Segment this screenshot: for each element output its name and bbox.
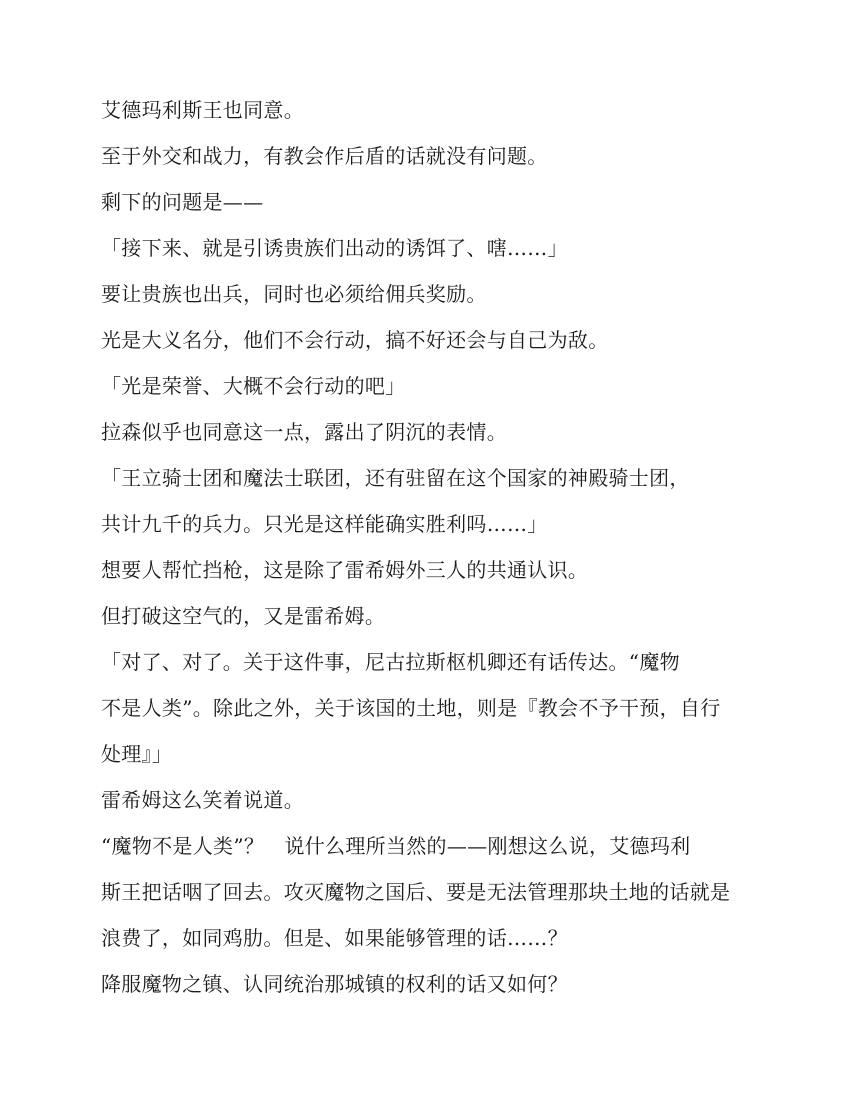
text-line: 雷希姆这么笑着说道。 <box>101 788 304 812</box>
text-line: 「对了、对了。关于这件事，尼古拉斯枢机卿还有话传达。“魔物 <box>101 650 680 674</box>
text-line: 处理』」 <box>101 742 173 766</box>
text-line: 共计九千的兵力。只光是这样能确实胜利吗……」 <box>101 512 548 536</box>
text-line: 剩下的问题是—— <box>101 190 264 214</box>
text-line: 想要人帮忙挡枪，这是除了雷希姆外三人的共通认识。 <box>101 558 589 582</box>
text-line: 浪费了，如同鸡肋。但是、如果能够管理的话……？ <box>101 926 568 950</box>
text-line: 「王立骑士团和魔法士联团，还有驻留在这个国家的神殿骑士团， <box>101 466 690 490</box>
text-line: 要让贵族也出兵，同时也必须给佣兵奖励。 <box>101 282 487 306</box>
text-line: 不是人类”。除此之外，关于该国的土地，则是『教会不予干预，自行 <box>101 696 721 720</box>
text-line: 至于外交和战力，有教会作后盾的话就没有问题。 <box>101 144 548 168</box>
text-line: 艾德玛利斯王也同意。 <box>101 98 304 122</box>
text-line: 光是大义名分，他们不会行动，搞不好还会与自己为敌。 <box>101 328 609 352</box>
text-line: 拉森似乎也同意这一点，露出了阴沉的表情。 <box>101 420 507 444</box>
text-line: “魔物不是人类”？ 说什么理所当然的——刚想这么说，艾德玛利 <box>101 834 691 858</box>
text-line: 降服魔物之镇、认同统治那城镇的权利的话又如何？ <box>101 972 568 996</box>
text-line: 但打破这空气的，又是雷希姆。 <box>101 604 386 628</box>
text-line: 斯王把话咽了回去。攻灭魔物之国后、要是无法管理那块土地的话就是 <box>101 880 731 904</box>
text-line: 「光是荣誉、大概不会行动的吧」 <box>101 374 406 398</box>
text-line: 「接下来、就是引诱贵族们出动的诱饵了、嗐……」 <box>101 236 568 260</box>
